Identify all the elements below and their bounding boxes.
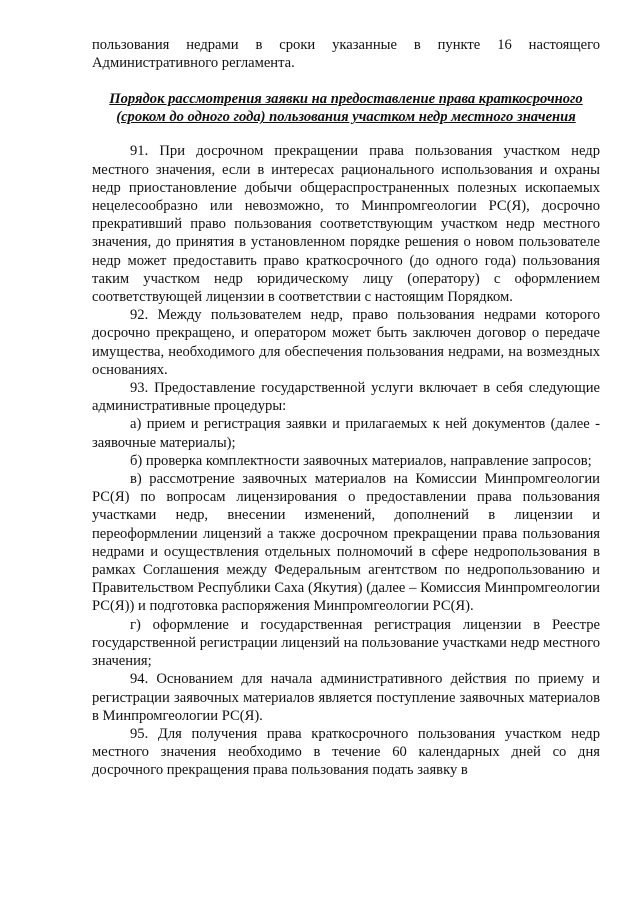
document-page	[92, 36, 600, 780]
list-item-b: б) проверка комплектности заявочных материалов, направление запросов;	[130, 452, 592, 469]
paragraph-95: 95. Для получения права краткосрочного пользования участком недр местного значения необходимо в течение 60 календарных дней со дня досрочного прекращения права пользования подать заявку в	[92, 725, 600, 779]
paragraph-91: 91. При досрочном прекращении права пользования участком недр местного значения, если в интересах рационального использования и охраны недр приостановление добычи общераспространенных полезных ископаемых нецелесообразно или невозможно, то Минпромгеологии РС(Я), досрочно прекративший право пользования соответствующим участком недр местного значения, до принятия в установленном порядке решения о новом пользователе недр может предоставить право краткосрочного (до одного года) пользования таким участком недр юридическому лицу (оператору) с оформлением соответствующей лицензии в соответствии с настоящим Порядком.	[92, 143, 600, 306]
paragraph-93: 93. Предоставление государственной услуги включает в себя следующие административные процедуры:	[92, 380, 600, 415]
paragraph-92: 92. Между пользователем недр, право пользования недрами которого досрочно прекращено, и оператором может быть заключен договор о передаче имущества, необходимого для обеспечения пользования недрами, на возмездных основаниях.	[92, 307, 600, 378]
list-item-v: в) рассмотрение заявочных материалов на Комиссии Минпромгеологии РС(Я) по вопросам лицензирования о предоставлении права пользования участками недр, внесении изменений, дополнений в лицензии и переоформлении лицензий а также досрочном прекращении права пользования недрами и осуществления отдельных полномочий в сфере недропользования в рамках Соглашения между Федеральным агентством по недропользованию и Правительством Республики Саха (Якутия) (далее – Комиссия Минпромгеологии РС(Я)) и подготовка распоряжения Минпромгеологии РС(Я).	[92, 471, 600, 615]
intro-text: пользования недрами в сроки указанные в пункте 16 настоящего Административного регламента.	[92, 37, 600, 72]
list-item-a: а) прием и регистрация заявки и прилагаемых к ней документов (далее - заявочные материалы);	[92, 416, 600, 451]
paragraph-94: 94. Основанием для начала административного действия по приему и регистрации заявочных материалов является поступление заявочных материалов в Минпромгеологии РС(Я).	[92, 671, 600, 724]
section-heading: Порядок рассмотрения заявки на предоставление права краткосрочного (сроком до одного года) пользования участком недр местного значения	[109, 91, 583, 126]
list-item-g: г) оформление и государственная регистрация лицензии в Реестре государственной регистрации лицензий на пользование участками недр местного значения;	[92, 616, 600, 670]
